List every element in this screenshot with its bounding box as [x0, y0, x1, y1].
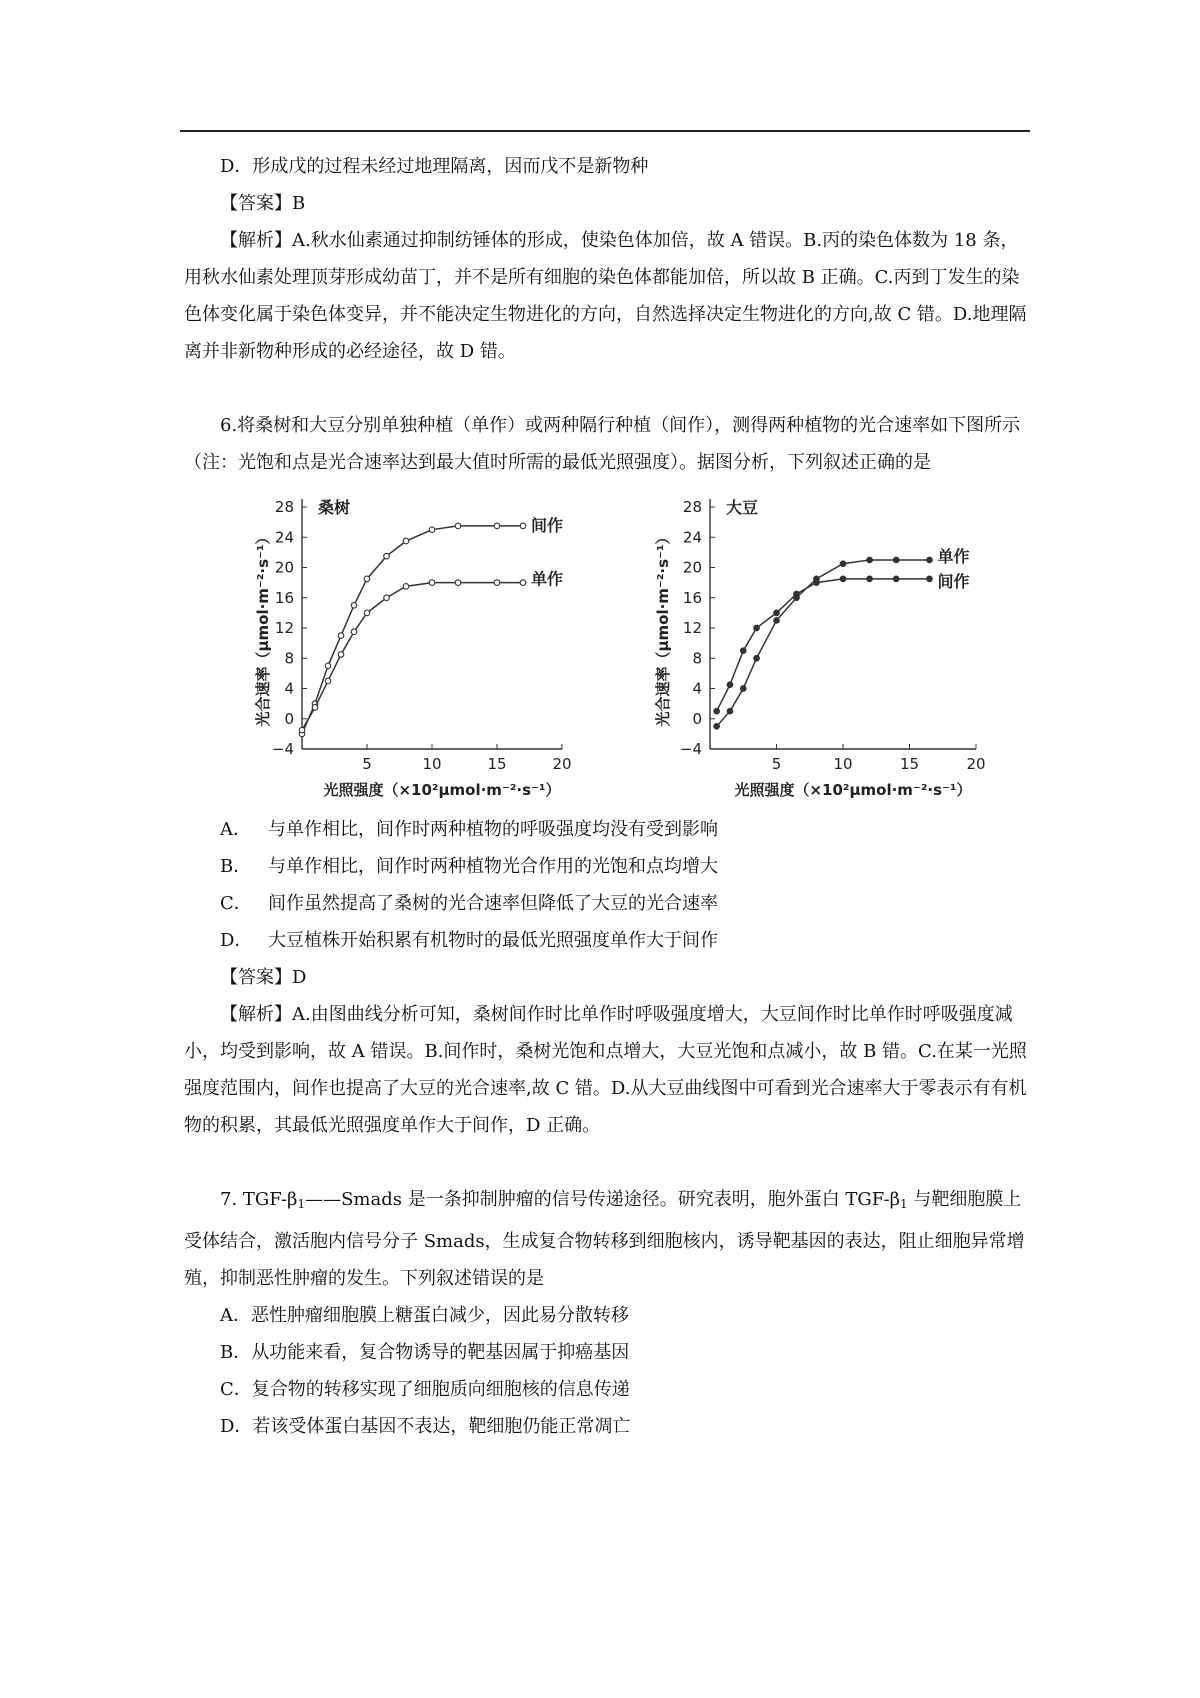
option-letter: D． [220, 930, 253, 951]
data-point [429, 527, 435, 533]
x-tick-label: 5 [362, 755, 372, 773]
x-tick-label: 15 [487, 755, 507, 773]
x-tick-label: 5 [771, 755, 782, 773]
chart-dadou [654, 487, 1034, 807]
data-point [840, 561, 846, 567]
data-point [312, 705, 318, 711]
option-text: 大豆植株开始积累有机物时的最低光照强度单作大于间作 [268, 930, 718, 951]
q7-stem-part: 与靶细胞膜上受体结合，激活胞内信号分子 Smads，生成复合物转移到细胞核内，诱导靶基因的表达，阻止细胞异常增殖，抑制恶性肿瘤的发生。下列叙述错误的是 [184, 1189, 1025, 1289]
q6-figures [184, 487, 1030, 807]
q7-option-b: B．从功能来看，复合物诱导的靶基因属于抑癌基因 [220, 1342, 630, 1363]
data-point [840, 576, 846, 582]
option-letter: C． [220, 893, 252, 914]
q7-option-a: A．恶性肿瘤细胞膜上糖蛋白减少，因此易分散转移 [220, 1305, 629, 1326]
data-point [774, 618, 780, 624]
y-tick-label: 12 [274, 619, 294, 637]
data-point [351, 603, 357, 609]
chart-title: 桑树 [318, 498, 351, 517]
y-tick-label: 20 [274, 558, 294, 577]
data-point [927, 576, 933, 582]
series-label: 间作 [531, 515, 564, 535]
option-text: 与单作相比，间作时两种植物光合作用的光饱和点均增大 [268, 856, 718, 877]
data-point [455, 580, 461, 586]
data-point [384, 595, 390, 601]
y-tick-label: 28 [682, 498, 702, 516]
data-point [714, 708, 720, 714]
series-line [717, 560, 930, 726]
data-point [338, 652, 344, 658]
y-tick-label: 28 [274, 498, 294, 516]
q7-option-d: D．若该受体蛋白基因不表达，靶细胞仍能正常凋亡 [220, 1416, 631, 1437]
y-tick-label: 0 [284, 709, 294, 728]
data-point [867, 557, 873, 563]
document-body [184, 148, 1030, 1445]
data-point [893, 576, 899, 582]
data-point [429, 580, 435, 586]
x-axis-label: 光照强度（×10²μmol·m⁻²·s⁻¹） [323, 781, 561, 799]
q7-subscript: 1 [297, 1197, 306, 1211]
q6-analysis: 【解析】A.由图曲线分析可知，桑树间作时比单作时呼吸强度增大，大豆间作时比单作时呼吸强度减小，均受到影响，故 A 错误。B.间作时，桑树光饱和点增大，大豆光饱和点减小，故 B 错。C.在某一光照强度范围内，间作也提高了大豆的光合速率,故 C 错。D.从大豆曲线图中可看到光合速率大于零表示有有机物的积累，其最低光照强度单作大于间作，D 正确。 [184, 1004, 1027, 1136]
data-point [927, 557, 933, 563]
x-tick-label: 10 [833, 755, 853, 773]
q7-subscript: 1 [899, 1197, 908, 1211]
y-tick-label: −4 [271, 740, 294, 758]
data-point [455, 523, 461, 529]
data-point [403, 584, 409, 590]
x-tick-label: 10 [422, 755, 442, 773]
q7-option-c: C．复合物的转移实现了细胞质向细胞核的信息传递 [220, 1379, 630, 1400]
x-tick-label: 20 [966, 755, 986, 773]
option-text: 与单作相比，间作时两种植物的呼吸强度均没有受到影响 [268, 819, 718, 840]
data-point [867, 576, 873, 582]
data-point [754, 655, 760, 661]
y-tick-label: 16 [274, 588, 294, 607]
data-point [714, 724, 720, 730]
data-point [351, 629, 357, 635]
data-point [814, 580, 820, 586]
y-tick-label: −4 [679, 740, 702, 758]
q6-option-b [184, 848, 1030, 885]
q6-answer: 【答案】D [220, 967, 307, 988]
data-point [520, 580, 526, 586]
chart-title: 大豆 [726, 498, 759, 517]
y-tick-label: 0 [692, 709, 702, 728]
data-point [364, 610, 370, 616]
x-axis-label: 光照强度（×10²μmol·m⁻²·s⁻¹） [734, 781, 972, 799]
q6-option-a [184, 811, 1030, 848]
series-line [717, 579, 930, 711]
y-tick-label: 8 [284, 649, 294, 668]
y-axis-label: 光合速率（μmol·m⁻²·s⁻¹） [254, 529, 272, 727]
q5-answer: 【答案】B [220, 193, 306, 214]
y-tick-label: 24 [274, 528, 294, 547]
data-point [403, 538, 409, 544]
data-point [727, 682, 733, 688]
data-point [384, 553, 390, 559]
option-text: 间作虽然提高了桑树的光合速率但降低了大豆的光合速率 [268, 893, 718, 914]
data-point [364, 576, 370, 582]
data-point [338, 633, 344, 639]
y-tick-label: 24 [682, 528, 702, 547]
y-tick-label: 20 [682, 558, 702, 577]
series-line [302, 583, 523, 730]
y-tick-label: 12 [682, 619, 702, 637]
y-tick-label: 4 [284, 679, 294, 698]
data-point [325, 678, 331, 684]
series-line [302, 526, 523, 734]
data-point [299, 727, 305, 733]
q6-option-d [184, 922, 1030, 959]
x-tick-label: 15 [899, 755, 920, 773]
option-letter: A． [220, 819, 251, 840]
data-point [325, 663, 331, 669]
data-point [740, 686, 746, 692]
data-point [494, 580, 500, 586]
q7-stem-part: ——Smads 是一条抑制肿瘤的信号传递途径。研究表明，胞外蛋白 TGF-β [305, 1189, 900, 1210]
q5-option-d: D．形成戊的过程未经过地理隔离，因而戊不是新物种 [220, 156, 649, 177]
series-label: 单作 [937, 546, 970, 566]
data-point [774, 610, 780, 616]
series-label: 单作 [531, 569, 564, 589]
y-tick-label: 4 [692, 679, 702, 698]
series-label: 间作 [937, 571, 970, 591]
data-point [794, 591, 800, 597]
q5-analysis: 【解析】A.秋水仙素通过抑制纺锤体的形成，使染色体加倍，故 A 错误。B.丙的染色体数为 18 条，用秋水仙素处理顶芽形成幼苗丁，并不是所有细胞的染色体都能加倍，所以故 B 正确。C.丙到丁发生的染色体变化属于染色体变异，并不能决定生物进化的方向，自然选择决定生物进化的方向,故 C 错。D.地理隔离并非新物种形成的必经途径，故 D 错。 [184, 230, 1027, 362]
y-axis-label: 光合速率（μmol·m⁻²·s⁻¹） [654, 529, 672, 727]
data-point [520, 523, 526, 529]
q7-stem [184, 1181, 1030, 1297]
q6-option-c [184, 885, 1030, 922]
data-point [740, 648, 746, 654]
header-rule [180, 130, 1030, 132]
option-letter: B． [220, 856, 252, 877]
y-tick-label: 8 [692, 649, 702, 668]
data-point [893, 557, 899, 563]
data-point [727, 708, 733, 714]
y-tick-label: 16 [682, 588, 702, 607]
data-point [754, 625, 760, 631]
q7-stem-part: 7. TGF-β [220, 1189, 298, 1210]
chart-sangshu [254, 487, 614, 807]
data-point [494, 523, 500, 529]
q6-stem: 6.将桑树和大豆分别单独种植（单作）或两种隔行种植（间作），测得两种植物的光合速率如下图所示（注：光饱和点是光合速率达到最大值时所需的最低光照强度）。据图分析，下列叙述正确的是 [184, 415, 1021, 473]
x-tick-label: 20 [552, 755, 572, 773]
